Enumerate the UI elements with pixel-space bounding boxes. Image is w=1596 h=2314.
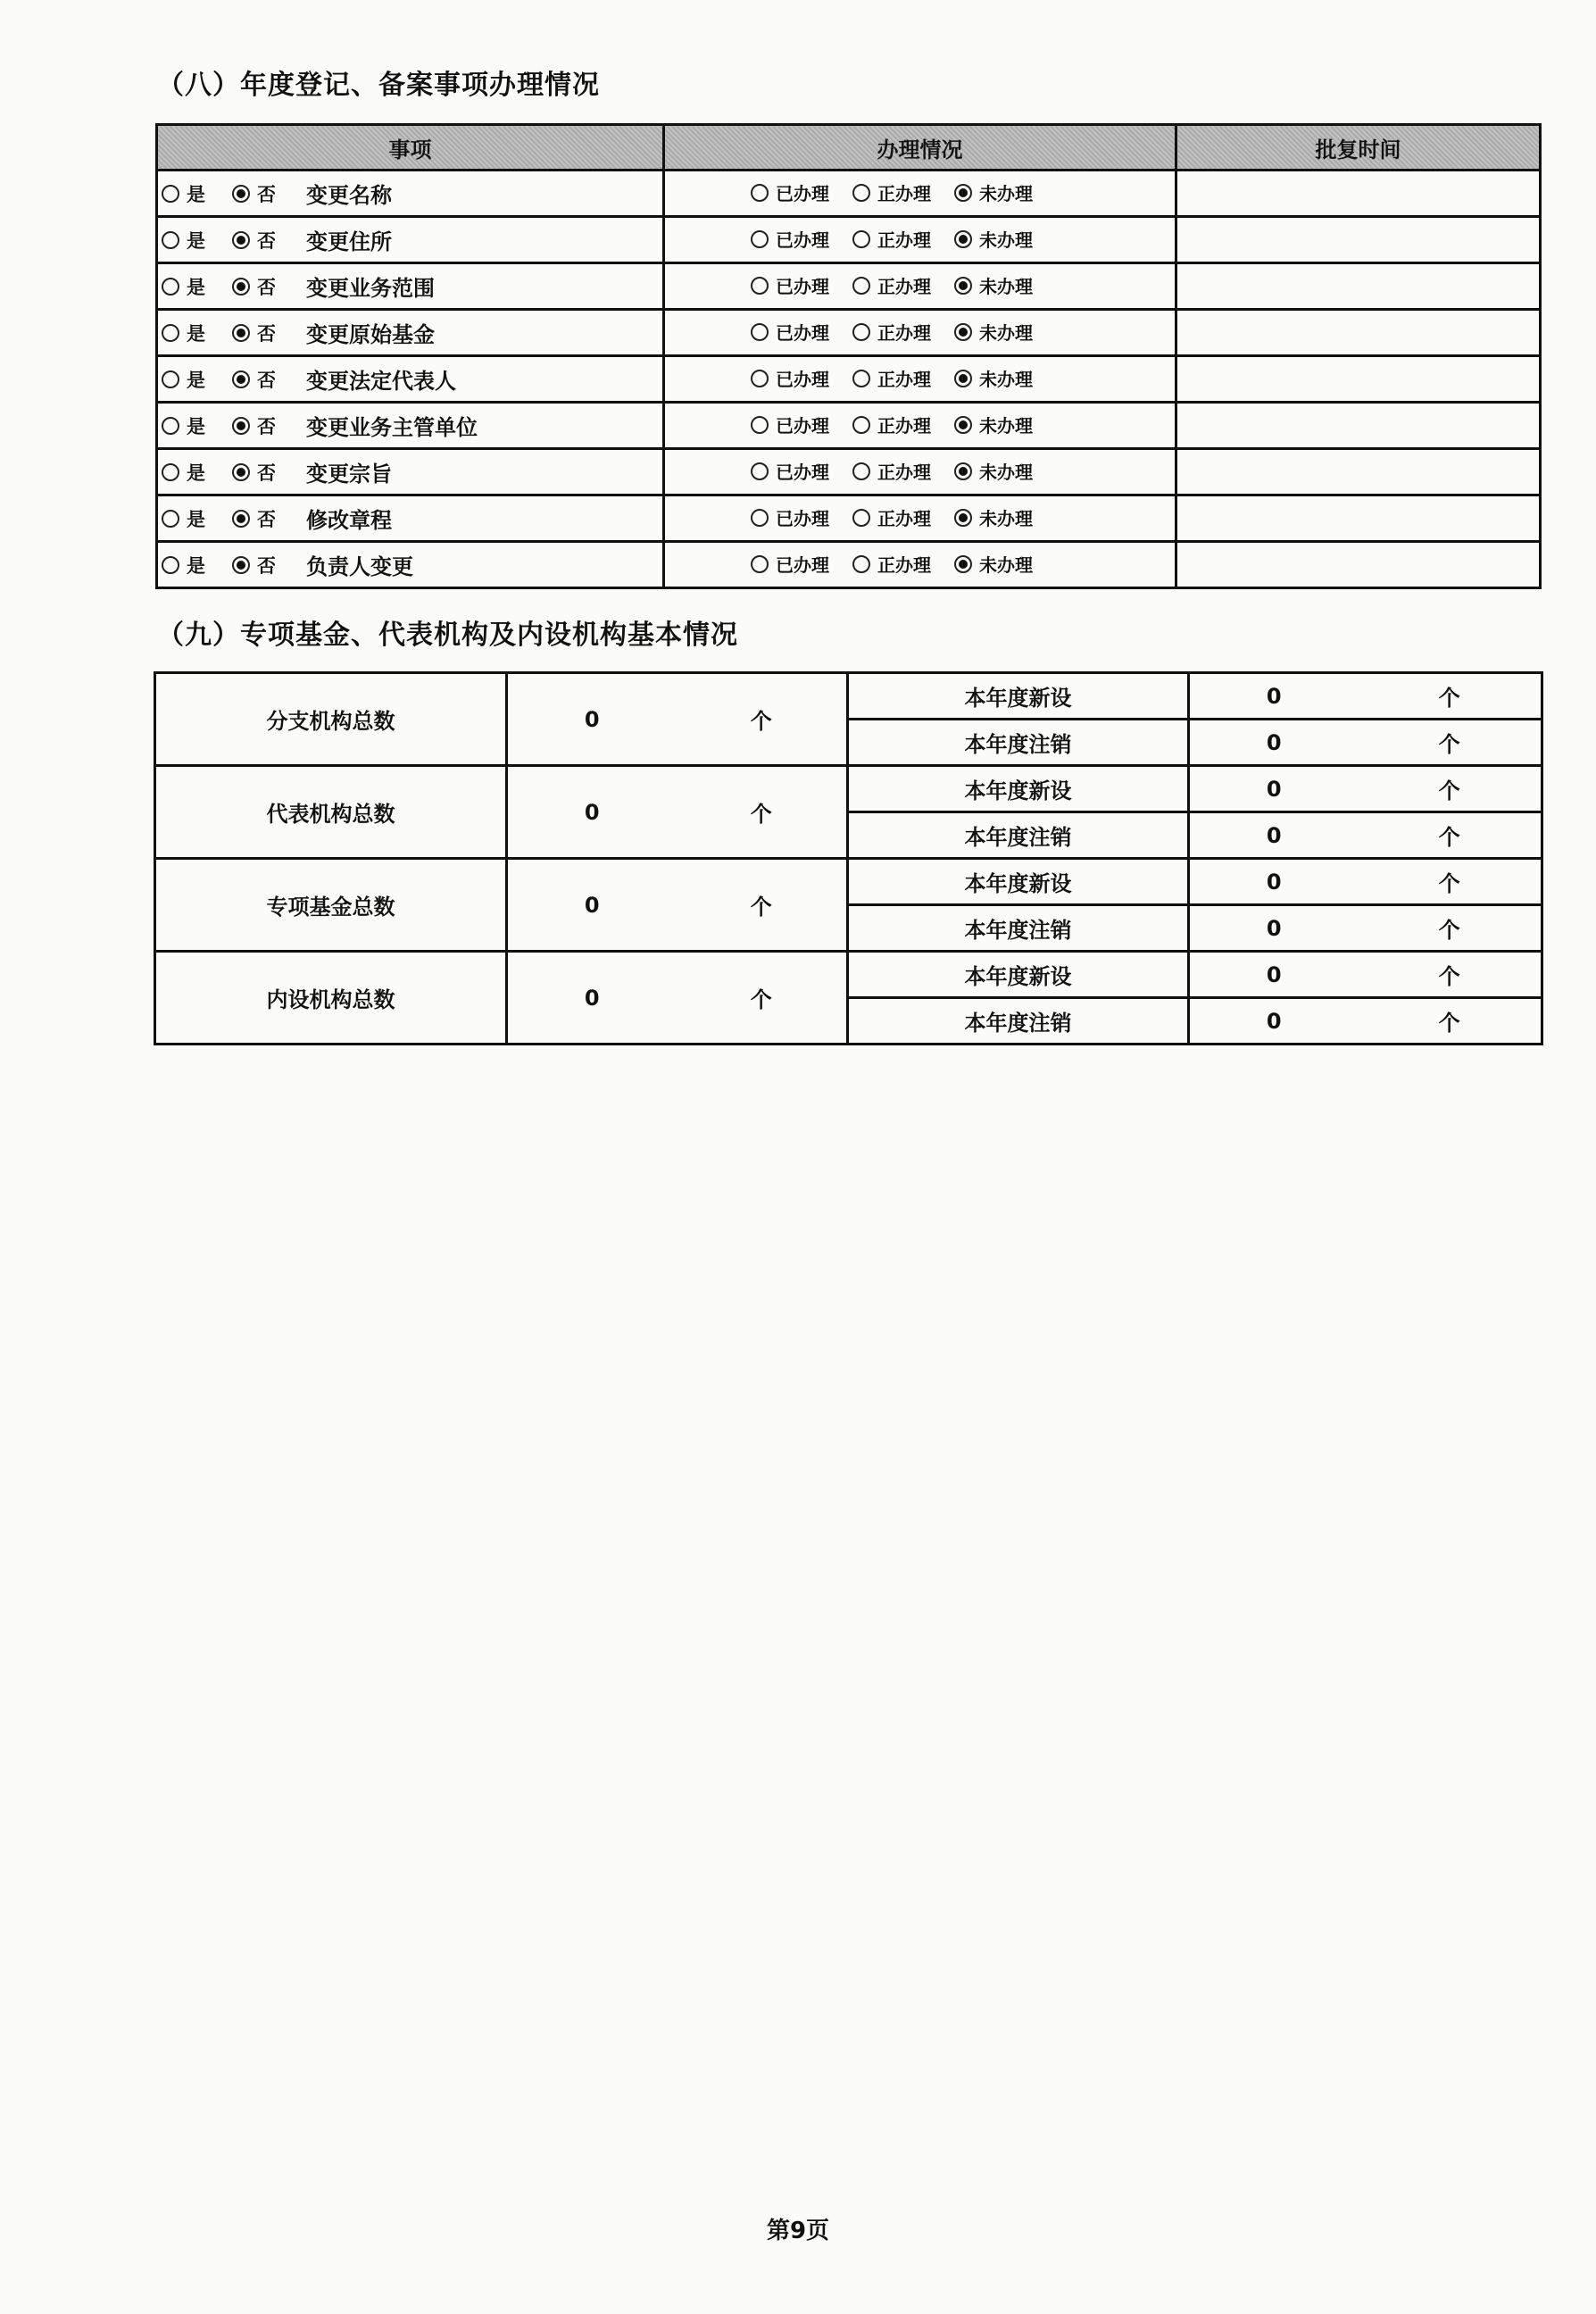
status-option-0[interactable] bbox=[751, 365, 829, 391]
status-radio[interactable] bbox=[852, 230, 870, 248]
no-label: 否 bbox=[257, 323, 276, 345]
status-radio[interactable] bbox=[751, 555, 769, 573]
status-radio[interactable] bbox=[852, 416, 870, 434]
new-count: 0 bbox=[1189, 952, 1359, 998]
institutions-table bbox=[154, 671, 1543, 1045]
group-total-unit: 个 bbox=[677, 766, 848, 859]
no-radio[interactable] bbox=[232, 370, 250, 388]
group-total: 0 bbox=[507, 766, 677, 859]
group-label: 专项基金总数 bbox=[155, 859, 507, 952]
status-option-label: 未办理 bbox=[979, 554, 1033, 577]
status-radio[interactable] bbox=[852, 555, 870, 573]
no-label: 否 bbox=[257, 462, 276, 484]
no-radio[interactable] bbox=[232, 417, 250, 435]
table-row bbox=[157, 310, 1541, 356]
cancel-count: 0 bbox=[1189, 998, 1359, 1045]
status-option-label: 正办理 bbox=[877, 554, 931, 577]
status-radio[interactable] bbox=[954, 555, 972, 573]
item-cell bbox=[157, 263, 664, 310]
yes-radio[interactable] bbox=[162, 417, 179, 435]
table-row bbox=[157, 449, 1541, 495]
no-label: 否 bbox=[257, 184, 276, 205]
option-yes[interactable] bbox=[162, 273, 205, 300]
table-row bbox=[155, 766, 1542, 812]
option-yes[interactable] bbox=[162, 505, 205, 532]
status-cell bbox=[664, 403, 1176, 449]
option-yes[interactable] bbox=[162, 459, 205, 486]
approval-time-cell[interactable] bbox=[1176, 310, 1541, 356]
header-approval-time: 批复时间 bbox=[1176, 125, 1541, 171]
status-option-label: 未办理 bbox=[979, 415, 1033, 437]
table-row bbox=[155, 952, 1542, 998]
item-cell bbox=[157, 310, 664, 356]
approval-time-cell[interactable] bbox=[1176, 542, 1541, 588]
yes-radio[interactable] bbox=[162, 231, 179, 249]
status-option-2[interactable] bbox=[954, 179, 1033, 205]
status-radio[interactable] bbox=[852, 370, 870, 387]
cancel-count: 0 bbox=[1189, 720, 1359, 766]
status-option-label: 已办理 bbox=[776, 554, 829, 577]
status-radio[interactable] bbox=[852, 277, 870, 295]
status-option-label: 已办理 bbox=[776, 369, 829, 391]
item-name: 修改章程 bbox=[306, 508, 392, 533]
option-yes[interactable] bbox=[162, 180, 205, 207]
option-no[interactable] bbox=[232, 459, 276, 486]
yes-label: 是 bbox=[187, 184, 205, 205]
section-8-title: （八）年度登记、备案事项办理情况 bbox=[157, 70, 600, 101]
no-radio[interactable] bbox=[232, 510, 250, 528]
table-row bbox=[157, 356, 1541, 403]
status-option-0[interactable] bbox=[751, 504, 829, 530]
status-option-2[interactable] bbox=[954, 504, 1033, 530]
no-label: 否 bbox=[257, 370, 276, 391]
no-radio[interactable] bbox=[232, 231, 250, 249]
status-option-label: 已办理 bbox=[776, 229, 829, 252]
status-option-2[interactable] bbox=[954, 412, 1033, 437]
status-option-label: 已办理 bbox=[776, 322, 829, 345]
yes-label: 是 bbox=[187, 509, 205, 530]
status-option-2[interactable] bbox=[954, 458, 1033, 484]
status-option-label: 正办理 bbox=[877, 415, 931, 437]
option-no[interactable] bbox=[232, 180, 276, 207]
status-radio[interactable] bbox=[751, 184, 769, 202]
approval-time-cell[interactable] bbox=[1176, 263, 1541, 310]
yes-radio[interactable] bbox=[162, 324, 179, 342]
page-number: 第9页 bbox=[766, 2218, 830, 2244]
yes-radio[interactable] bbox=[162, 185, 179, 203]
table-header-row bbox=[157, 125, 1541, 171]
no-radio[interactable] bbox=[232, 324, 250, 342]
status-option-0[interactable] bbox=[751, 272, 829, 298]
table-row bbox=[157, 171, 1541, 217]
new-count: 0 bbox=[1189, 766, 1359, 812]
group-total: 0 bbox=[507, 673, 677, 766]
table-row bbox=[157, 263, 1541, 310]
yes-radio[interactable] bbox=[162, 556, 179, 574]
status-option-label: 正办理 bbox=[877, 322, 931, 345]
group-total: 0 bbox=[507, 952, 677, 1045]
approval-time-cell[interactable] bbox=[1176, 171, 1541, 217]
option-no[interactable] bbox=[232, 552, 276, 578]
status-option-0[interactable] bbox=[751, 412, 829, 437]
yes-label: 是 bbox=[187, 277, 205, 298]
approval-time-cell[interactable] bbox=[1176, 449, 1541, 495]
cancel-label: 本年度注销 bbox=[848, 720, 1189, 766]
status-cell bbox=[664, 449, 1176, 495]
new-label: 本年度新设 bbox=[848, 859, 1189, 905]
status-cell bbox=[664, 356, 1176, 403]
option-no[interactable] bbox=[232, 412, 276, 439]
status-radio[interactable] bbox=[954, 323, 972, 341]
group-total-unit: 个 bbox=[677, 859, 848, 952]
yes-label: 是 bbox=[187, 230, 205, 252]
status-option-0[interactable] bbox=[751, 226, 829, 252]
status-option-2[interactable] bbox=[954, 365, 1033, 391]
status-radio[interactable] bbox=[852, 184, 870, 202]
item-name: 变更业务范围 bbox=[306, 276, 435, 301]
item-cell bbox=[157, 495, 664, 542]
status-option-0[interactable] bbox=[751, 551, 829, 577]
no-label: 否 bbox=[257, 555, 276, 577]
option-no[interactable] bbox=[232, 505, 276, 532]
item-cell bbox=[157, 356, 664, 403]
status-radio[interactable] bbox=[954, 230, 972, 248]
header-status: 办理情况 bbox=[664, 125, 1176, 171]
status-radio[interactable] bbox=[751, 416, 769, 434]
new-label: 本年度新设 bbox=[848, 766, 1189, 812]
registration-items-table bbox=[155, 123, 1542, 589]
no-radio[interactable] bbox=[232, 556, 250, 574]
yes-label: 是 bbox=[187, 323, 205, 345]
item-name: 负责人变更 bbox=[306, 554, 413, 579]
item-name: 变更法定代表人 bbox=[306, 369, 456, 394]
option-no[interactable] bbox=[232, 366, 276, 393]
status-option-label: 正办理 bbox=[877, 183, 931, 205]
status-option-label: 正办理 bbox=[877, 462, 931, 484]
group-total: 0 bbox=[507, 859, 677, 952]
no-radio[interactable] bbox=[232, 463, 250, 481]
status-radio[interactable] bbox=[954, 509, 972, 527]
item-cell bbox=[157, 217, 664, 263]
group-label: 内设机构总数 bbox=[155, 952, 507, 1045]
option-yes[interactable] bbox=[162, 552, 205, 578]
status-option-label: 已办理 bbox=[776, 508, 829, 530]
status-radio[interactable] bbox=[954, 370, 972, 387]
status-option-0[interactable] bbox=[751, 319, 829, 345]
yes-radio[interactable] bbox=[162, 278, 179, 295]
status-option-label: 正办理 bbox=[877, 369, 931, 391]
cancel-unit: 个 bbox=[1359, 720, 1542, 766]
option-yes[interactable] bbox=[162, 227, 205, 254]
status-radio[interactable] bbox=[852, 462, 870, 480]
status-option-1[interactable] bbox=[852, 458, 931, 484]
cancel-unit: 个 bbox=[1359, 905, 1542, 952]
group-label: 分支机构总数 bbox=[155, 673, 507, 766]
no-label: 否 bbox=[257, 230, 276, 252]
status-option-label: 正办理 bbox=[877, 229, 931, 252]
status-radio[interactable] bbox=[852, 323, 870, 341]
item-cell bbox=[157, 542, 664, 588]
status-radio[interactable] bbox=[751, 462, 769, 480]
status-option-1[interactable] bbox=[852, 412, 931, 437]
status-option-label: 已办理 bbox=[776, 183, 829, 205]
status-cell bbox=[664, 263, 1176, 310]
approval-time-cell[interactable] bbox=[1176, 403, 1541, 449]
status-option-2[interactable] bbox=[954, 319, 1033, 345]
yes-radio[interactable] bbox=[162, 510, 179, 528]
yes-label: 是 bbox=[187, 416, 205, 437]
item-cell bbox=[157, 403, 664, 449]
new-count: 0 bbox=[1189, 673, 1359, 720]
group-total-unit: 个 bbox=[677, 673, 848, 766]
no-label: 否 bbox=[257, 416, 276, 437]
status-option-label: 已办理 bbox=[776, 276, 829, 298]
option-no[interactable] bbox=[232, 273, 276, 300]
new-label: 本年度新设 bbox=[848, 673, 1189, 720]
new-label: 本年度新设 bbox=[848, 952, 1189, 998]
status-option-0[interactable] bbox=[751, 179, 829, 205]
status-option-0[interactable] bbox=[751, 458, 829, 484]
new-unit: 个 bbox=[1359, 673, 1542, 720]
yes-label: 是 bbox=[187, 462, 205, 484]
status-option-label: 未办理 bbox=[979, 462, 1033, 484]
table-row bbox=[155, 673, 1542, 720]
section-9-title: （九）专项基金、代表机构及内设机构基本情况 bbox=[157, 620, 738, 651]
status-radio[interactable] bbox=[751, 509, 769, 527]
group-label: 代表机构总数 bbox=[155, 766, 507, 859]
status-option-1[interactable] bbox=[852, 272, 931, 298]
status-cell bbox=[664, 310, 1176, 356]
status-option-2[interactable] bbox=[954, 226, 1033, 252]
option-yes[interactable] bbox=[162, 320, 205, 346]
status-option-label: 已办理 bbox=[776, 462, 829, 484]
status-cell bbox=[664, 217, 1176, 263]
item-name: 变更名称 bbox=[306, 183, 392, 208]
status-option-1[interactable] bbox=[852, 319, 931, 345]
table-row bbox=[157, 403, 1541, 449]
new-unit: 个 bbox=[1359, 859, 1542, 905]
yes-radio[interactable] bbox=[162, 463, 179, 481]
approval-time-cell[interactable] bbox=[1176, 495, 1541, 542]
status-option-label: 未办理 bbox=[979, 276, 1033, 298]
status-option-label: 未办理 bbox=[979, 229, 1033, 252]
status-option-label: 未办理 bbox=[979, 183, 1033, 205]
new-unit: 个 bbox=[1359, 766, 1542, 812]
status-option-2[interactable] bbox=[954, 272, 1033, 298]
option-no[interactable] bbox=[232, 227, 276, 254]
table-row bbox=[157, 495, 1541, 542]
option-yes[interactable] bbox=[162, 366, 205, 393]
new-unit: 个 bbox=[1359, 952, 1542, 998]
status-option-label: 已办理 bbox=[776, 415, 829, 437]
no-label: 否 bbox=[257, 277, 276, 298]
item-name: 变更住所 bbox=[306, 229, 392, 254]
status-radio[interactable] bbox=[954, 277, 972, 295]
item-cell bbox=[157, 171, 664, 217]
status-option-2[interactable] bbox=[954, 551, 1033, 577]
group-total-unit: 个 bbox=[677, 952, 848, 1045]
cancel-label: 本年度注销 bbox=[848, 812, 1189, 859]
cancel-count: 0 bbox=[1189, 905, 1359, 952]
status-radio[interactable] bbox=[751, 370, 769, 387]
status-cell bbox=[664, 542, 1176, 588]
table-row bbox=[157, 542, 1541, 588]
status-cell bbox=[664, 495, 1176, 542]
option-yes[interactable] bbox=[162, 412, 205, 439]
cancel-count: 0 bbox=[1189, 812, 1359, 859]
status-radio[interactable] bbox=[751, 230, 769, 248]
yes-label: 是 bbox=[187, 370, 205, 391]
item-name: 变更业务主管单位 bbox=[306, 415, 478, 440]
no-radio[interactable] bbox=[232, 278, 250, 295]
table-row bbox=[157, 217, 1541, 263]
status-option-label: 正办理 bbox=[877, 276, 931, 298]
no-label: 否 bbox=[257, 509, 276, 530]
header-item: 事项 bbox=[157, 125, 664, 171]
status-option-label: 未办理 bbox=[979, 322, 1033, 345]
status-option-1[interactable] bbox=[852, 226, 931, 252]
yes-radio[interactable] bbox=[162, 370, 179, 388]
status-option-label: 未办理 bbox=[979, 369, 1033, 391]
yes-label: 是 bbox=[187, 555, 205, 577]
status-radio[interactable] bbox=[954, 462, 972, 480]
approval-time-cell[interactable] bbox=[1176, 217, 1541, 263]
status-radio[interactable] bbox=[852, 509, 870, 527]
no-radio[interactable] bbox=[232, 185, 250, 203]
status-option-1[interactable] bbox=[852, 551, 931, 577]
option-no[interactable] bbox=[232, 320, 276, 346]
status-option-1[interactable] bbox=[852, 179, 931, 205]
status-radio[interactable] bbox=[751, 323, 769, 341]
status-option-label: 未办理 bbox=[979, 508, 1033, 530]
new-count: 0 bbox=[1189, 859, 1359, 905]
item-name: 变更原始基金 bbox=[306, 322, 435, 347]
cancel-label: 本年度注销 bbox=[848, 998, 1189, 1045]
cancel-unit: 个 bbox=[1359, 812, 1542, 859]
table-row bbox=[155, 859, 1542, 905]
cancel-label: 本年度注销 bbox=[848, 905, 1189, 952]
status-option-label: 正办理 bbox=[877, 508, 931, 530]
cancel-unit: 个 bbox=[1359, 998, 1542, 1045]
item-cell bbox=[157, 449, 664, 495]
item-name: 变更宗旨 bbox=[306, 462, 392, 487]
status-radio[interactable] bbox=[954, 184, 972, 202]
status-radio[interactable] bbox=[954, 416, 972, 434]
approval-time-cell[interactable] bbox=[1176, 356, 1541, 403]
status-option-1[interactable] bbox=[852, 504, 931, 530]
status-cell bbox=[664, 171, 1176, 217]
status-option-1[interactable] bbox=[852, 365, 931, 391]
status-radio[interactable] bbox=[751, 277, 769, 295]
